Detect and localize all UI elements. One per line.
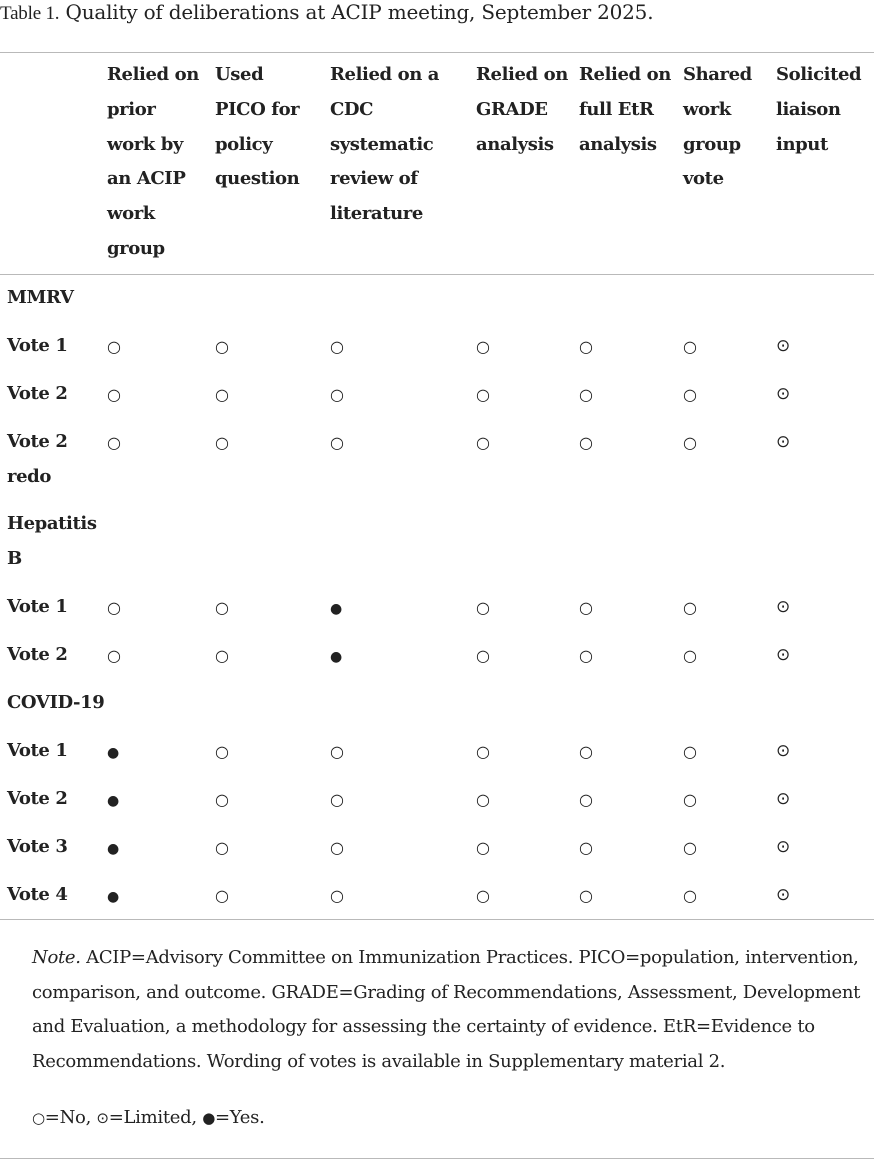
no-circle-icon: ○ [215,433,229,452]
no-circle-icon: ○ [579,790,593,809]
no-circle-icon: ○ [476,598,490,617]
no-circle-icon: ○ [476,385,490,404]
column-header: Relied on GRADE analysis [476,64,568,155]
legend-no-icon: ○ [32,1109,45,1127]
no-circle-icon: ○ [683,433,697,452]
no-circle-icon: ○ [476,838,490,857]
no-circle-icon: ○ [107,385,121,404]
header-rule [0,274,874,275]
no-circle-icon: ○ [107,598,121,617]
symbol-legend [32,1101,265,1135]
no-circle-icon: ○ [107,337,121,356]
group-heading-mmrv: MMRV [7,287,74,308]
note-lead: Note. [32,947,81,968]
yes-filled-circle-icon: ● [330,601,343,617]
no-circle-icon: ○ [330,433,344,452]
no-circle-icon: ○ [215,742,229,761]
no-circle-icon: ○ [215,886,229,905]
no-circle-icon: ○ [579,433,593,452]
table-caption [0,0,653,26]
no-circle-icon: ○ [215,385,229,404]
no-circle-icon: ○ [330,742,344,761]
no-circle-icon: ○ [683,886,697,905]
row-label: Vote 2 [7,788,68,809]
row-label: Vote 1 [7,335,68,356]
limited-dot-circle-icon: ⊙ [776,336,791,356]
row-label: Vote 1 [7,740,68,761]
no-circle-icon: ○ [683,598,697,617]
yes-filled-circle-icon: ● [330,649,343,665]
no-circle-icon: ○ [476,886,490,905]
note-text: ACIP=Advisory Committee on Immunization Practices. PICO=population, intervention, comparison, and outcome. GRADE=Grading of Recommendations, Assessment, Development and Evaluation, a methodology for assessing the certainty of evidence. EtR=Evidence to Recommendations. Wording of votes is available in Supplementary material 2. [32,947,861,1072]
no-circle-icon: ○ [579,646,593,665]
no-circle-icon: ○ [476,646,490,665]
no-circle-icon: ○ [476,433,490,452]
limited-dot-circle-icon: ⊙ [776,645,791,665]
legend-limited-label: =Limited, [108,1107,197,1128]
group-heading-covid-19: COVID-19 [7,692,105,713]
no-circle-icon: ○ [579,598,593,617]
no-circle-icon: ○ [215,598,229,617]
row-label: Vote 2 [7,644,68,665]
no-circle-icon: ○ [330,337,344,356]
limited-dot-circle-icon: ⊙ [776,837,791,857]
no-circle-icon: ○ [330,886,344,905]
no-circle-icon: ○ [579,838,593,857]
bottom-rule [0,1158,874,1159]
yes-filled-circle-icon: ● [107,889,120,905]
no-circle-icon: ○ [215,646,229,665]
no-circle-icon: ○ [683,838,697,857]
no-circle-icon: ○ [683,385,697,404]
table-note [32,941,872,1079]
no-circle-icon: ○ [330,790,344,809]
limited-dot-circle-icon: ⊙ [776,885,791,905]
group-heading-hepatitis-b: Hepatitis B [7,513,97,569]
no-circle-icon: ○ [107,433,121,452]
column-header: Solicited liaison input [776,64,862,155]
no-circle-icon: ○ [579,886,593,905]
no-circle-icon: ○ [476,790,490,809]
table-title: Quality of deliberations at ACIP meeting, September 2025. [65,0,654,24]
column-header: Relied on a CDC systematic review of literature [330,64,440,225]
limited-dot-circle-icon: ⊙ [776,597,791,617]
limited-dot-circle-icon: ⊙ [776,789,791,809]
limited-dot-circle-icon: ⊙ [776,741,791,761]
row-label: Vote 1 [7,596,68,617]
column-header: Relied on prior work by an ACIP work group [107,64,199,259]
yes-filled-circle-icon: ● [107,841,120,857]
no-circle-icon: ○ [683,646,697,665]
row-label: Vote 4 [7,884,68,905]
column-header: Shared work group vote [683,64,752,190]
column-header: Relied on full EtR analysis [579,64,671,155]
no-circle-icon: ○ [683,790,697,809]
no-circle-icon: ○ [476,742,490,761]
no-circle-icon: ○ [215,337,229,356]
row-label: Vote 2 redo [7,431,68,487]
no-circle-icon: ○ [330,838,344,857]
row-label: Vote 3 [7,836,68,857]
no-circle-icon: ○ [579,337,593,356]
table-bottom-rule [0,919,874,920]
no-circle-icon: ○ [107,646,121,665]
limited-dot-circle-icon: ⊙ [776,384,791,404]
no-circle-icon: ○ [476,337,490,356]
no-circle-icon: ○ [330,385,344,404]
limited-dot-circle-icon: ⊙ [776,432,791,452]
yes-filled-circle-icon: ● [107,793,120,809]
row-label: Vote 2 [7,383,68,404]
no-circle-icon: ○ [579,385,593,404]
no-circle-icon: ○ [683,337,697,356]
legend-yes-icon: ● [202,1109,215,1127]
no-circle-icon: ○ [215,838,229,857]
column-header: Used PICO for policy question [215,64,300,190]
yes-filled-circle-icon: ● [107,745,120,761]
no-circle-icon: ○ [683,742,697,761]
legend-yes-label: =Yes. [214,1107,265,1128]
top-rule [0,52,874,53]
no-circle-icon: ○ [579,742,593,761]
no-circle-icon: ○ [215,790,229,809]
legend-limited-icon: ⊙ [96,1109,109,1127]
legend-no-label: =No, [44,1107,91,1128]
table-number: Table 1. [0,3,60,24]
